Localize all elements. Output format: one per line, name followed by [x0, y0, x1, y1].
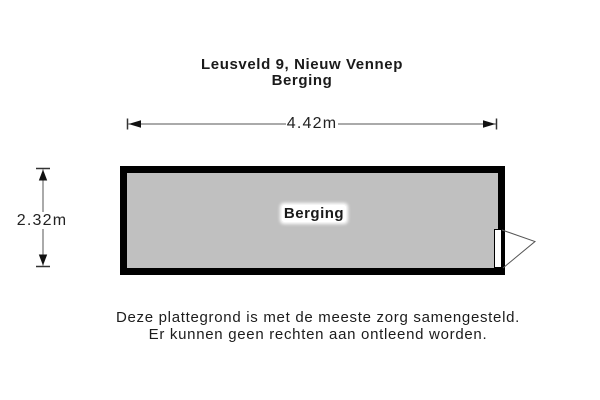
height-dimension-value: 2.32m: [16, 212, 68, 229]
width-dimension-value: 4.42m: [286, 115, 338, 132]
height-dim-arrow-top: [39, 170, 47, 181]
disclaimer: [18, 309, 600, 343]
room-label: [264, 205, 364, 222]
width-dim-arrow-right: [483, 120, 496, 128]
width-dimension-label: [272, 116, 352, 132]
page-title-address: Leusveld 9, Nieuw Vennep: [201, 56, 403, 73]
door-leaf: [494, 229, 502, 268]
door-swing-arc: [502, 230, 535, 268]
disclaimer-line1: Deze plattegrond is met de meeste zorg samengesteld.: [115, 309, 521, 326]
width-dim-arrow-left: [129, 120, 142, 128]
room-label-text: Berging: [283, 205, 345, 222]
disclaimer-line2: Er kunnen geen rechten aan ontleend worden.: [148, 326, 488, 343]
page-title-room-name: Berging: [271, 72, 333, 89]
page-title: [2, 57, 600, 89]
height-dimension-label: [2, 213, 82, 229]
height-dim-arrow-bottom: [39, 255, 47, 266]
